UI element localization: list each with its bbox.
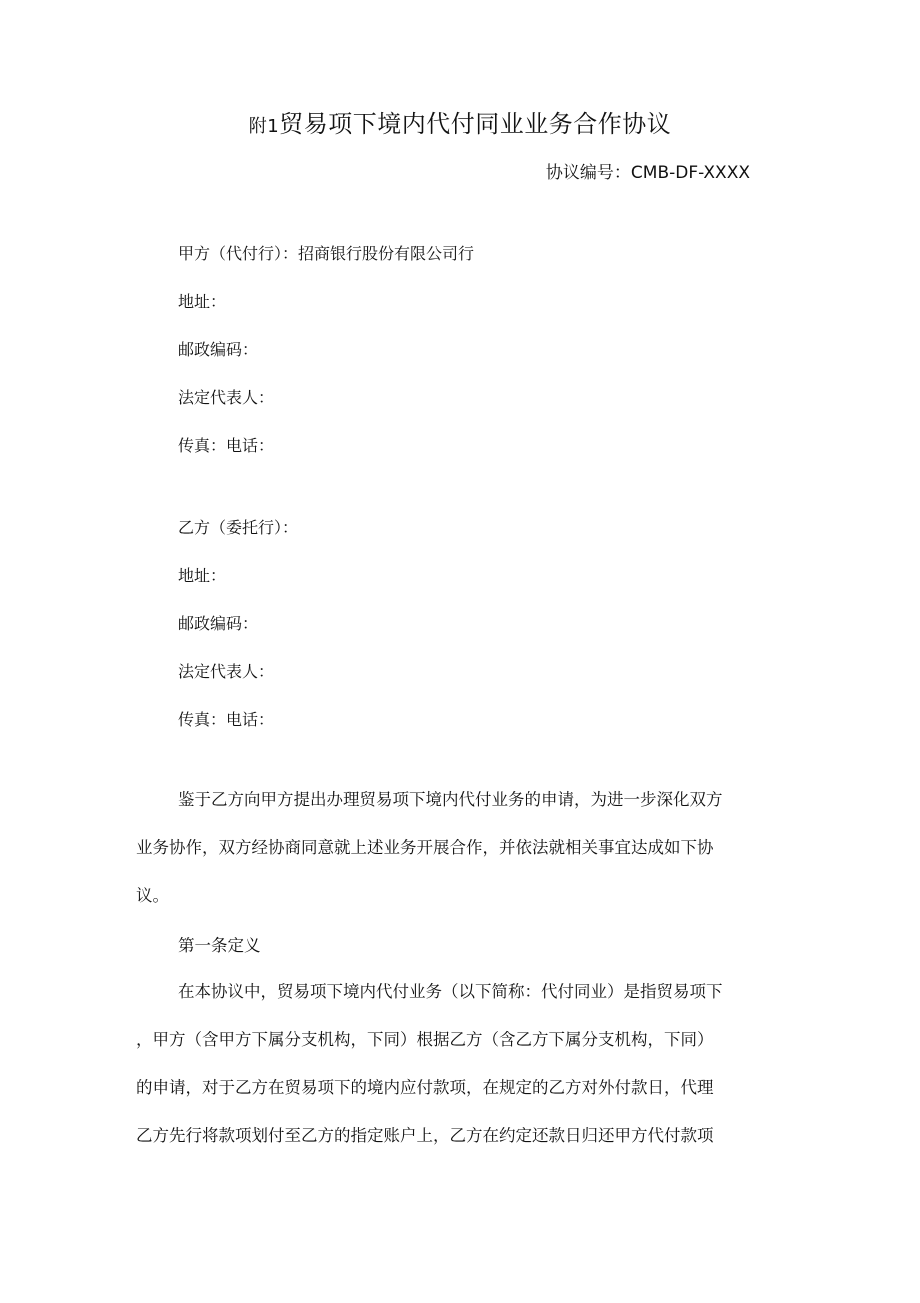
document-title xyxy=(0,104,920,139)
title-main: 贸易项下境内代付同业业务合作协议 xyxy=(279,110,672,138)
party-a-postal-code: 邮政编码： xyxy=(178,340,259,359)
party-b-name: 乙方（委托行）： xyxy=(178,518,299,537)
party-b-address: 地址： xyxy=(178,566,227,585)
party-a-address: 地址： xyxy=(178,292,227,311)
article-1-paragraph xyxy=(136,968,786,1160)
preamble-paragraph xyxy=(136,776,786,920)
party-b-postal-code: 邮政编码： xyxy=(178,614,259,633)
title-prefix: 附1 xyxy=(248,116,280,137)
article-1-line: 的申请，对于乙方在贸易项下的境内应付款项，在规定的乙方对外付款日，代理 xyxy=(136,1078,714,1097)
article-1-line: 在本协议中，贸易项下境内代付业务（以下简称：代付同业）是指贸易项下 xyxy=(178,982,723,1001)
preamble-line: 鉴于乙方向甲方提出办理贸易项下境内代付业务的申请，为进一步深化双方 xyxy=(178,790,723,809)
party-a-fax-phone: 传真：电话： xyxy=(178,436,275,455)
article-1-line: ，甲方（含甲方下属分支机构，下同）根据乙方（含乙方下属分支机构，下同） xyxy=(136,1030,714,1049)
party-a-legal-rep: 法定代表人： xyxy=(178,388,275,407)
party-b-legal-rep: 法定代表人： xyxy=(178,662,275,681)
preamble-line: 议。 xyxy=(136,886,169,905)
article-1-line: 乙方先行将款项划付至乙方的指定账户上，乙方在约定还款日归还甲方代付款项 xyxy=(136,1126,714,1145)
article-1-heading: 第一条定义 xyxy=(178,936,261,955)
agreement-number: 协议编号：CMB-DF-XXXX xyxy=(545,163,750,183)
party-b-fax-phone: 传真：电话： xyxy=(178,710,275,729)
party-a-name: 甲方（代付行）：招商银行股份有限公司行 xyxy=(178,244,475,263)
preamble-line: 业务协作，双方经协商同意就上述业务开展合作，并依法就相关事宜达成如下协 xyxy=(136,838,714,857)
